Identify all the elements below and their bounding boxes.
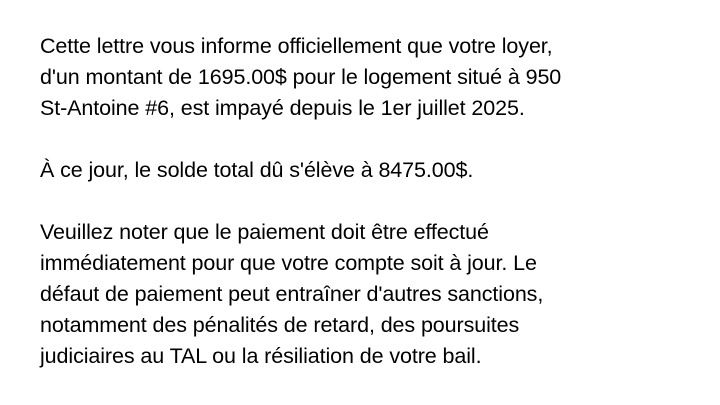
- letter-body: [40, 31, 700, 372]
- text-line: judiciaires au TAL ou la résiliation de votre bail.: [40, 344, 482, 368]
- paragraph-balance-due: [40, 155, 700, 186]
- paragraph-payment-warning: [40, 217, 700, 372]
- text-line: défaut de paiement peut entraîner d'autres sanctions,: [40, 282, 544, 306]
- text-line: À ce jour, le solde total dû s'élève à 8475.00$.: [40, 158, 474, 182]
- text-line: Cette lettre vous informe officiellement que votre loyer,: [40, 34, 553, 58]
- text-line: d'un montant de 1695.00$ pour le logement situé à 950: [40, 65, 562, 89]
- text-line: notamment des pénalités de retard, des poursuites: [40, 313, 520, 337]
- text-line: St-Antoine #6, est impayé depuis le 1er juillet 2025.: [40, 96, 525, 120]
- text-line: Veuillez noter que le paiement doit être effectué: [40, 220, 489, 244]
- text-line: immédiatement pour que votre compte soit à jour. Le: [40, 251, 537, 275]
- paragraph-unpaid-rent-notice: [40, 31, 700, 124]
